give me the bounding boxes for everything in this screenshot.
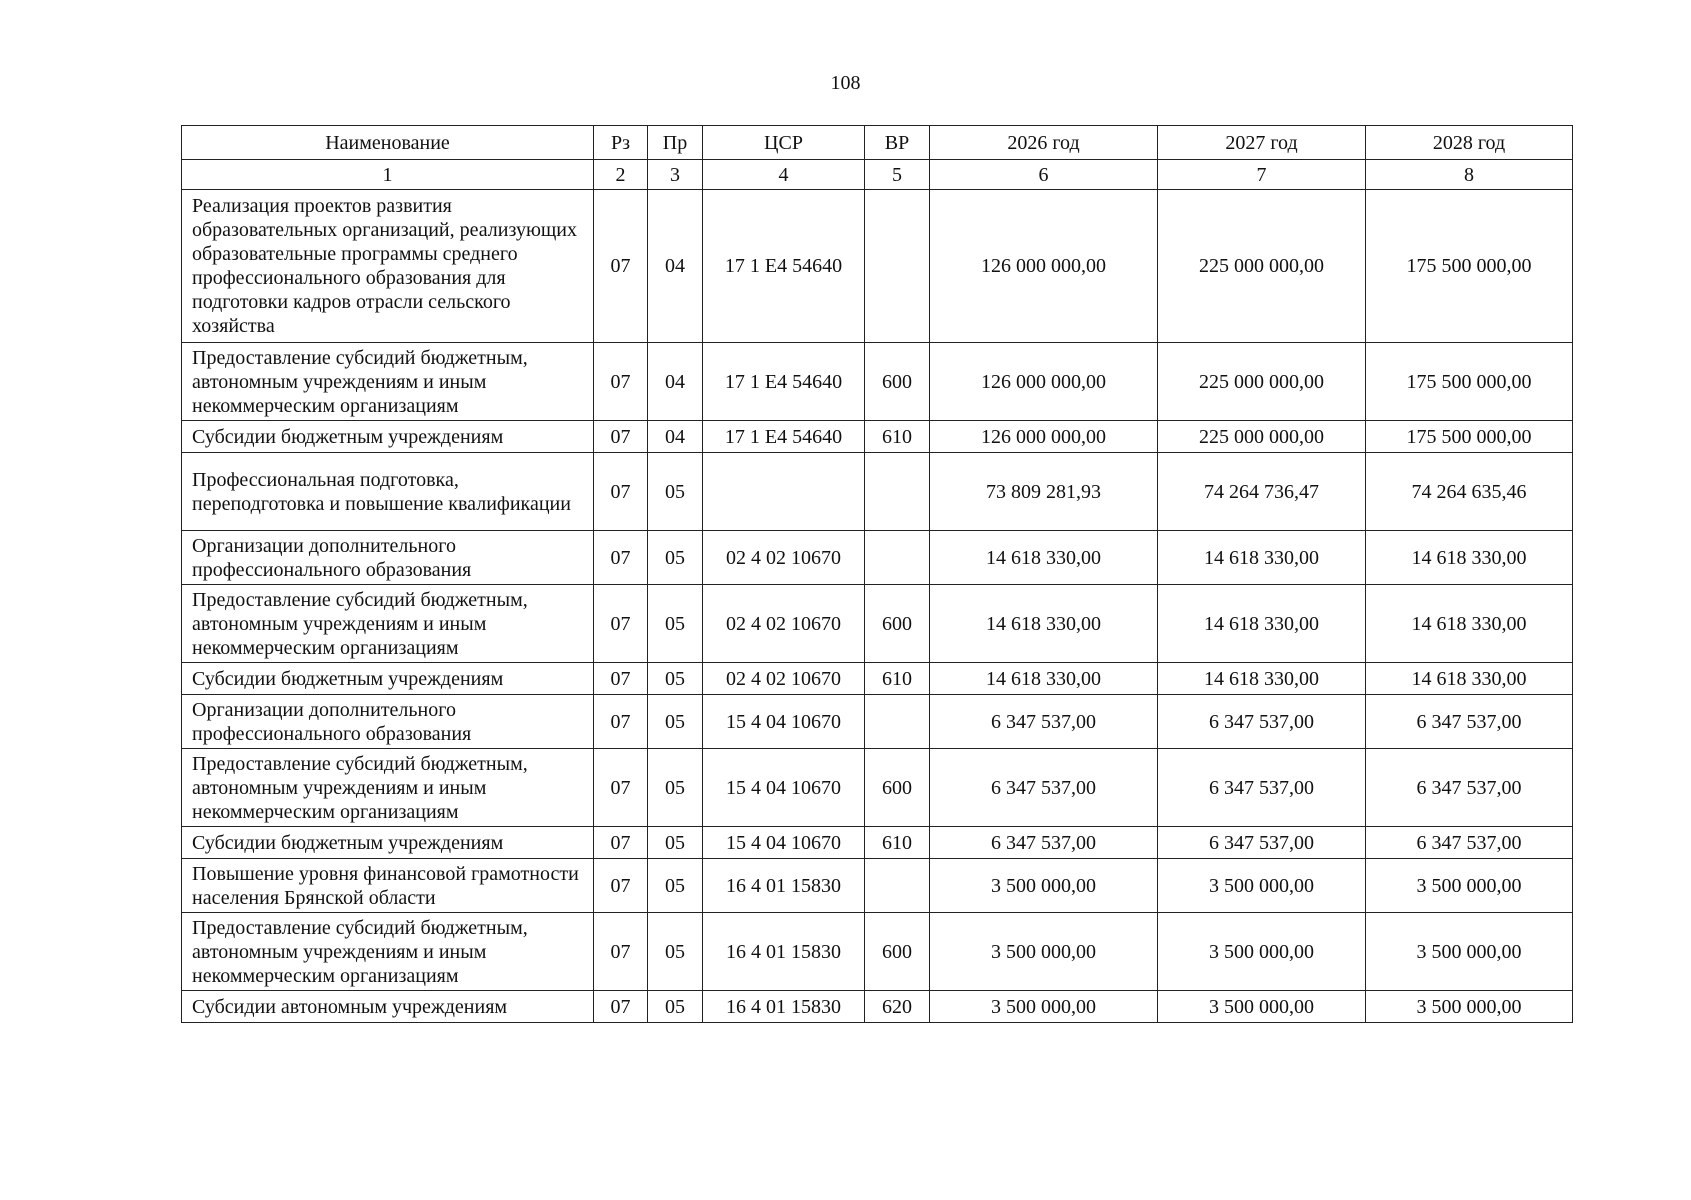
row-rz: 07 bbox=[594, 190, 648, 343]
row-rz: 07 bbox=[594, 749, 648, 827]
row-pr: 05 bbox=[648, 991, 703, 1023]
row-vr bbox=[865, 453, 930, 531]
budget-table bbox=[181, 125, 1573, 1023]
col-number-pr: 3 bbox=[648, 160, 703, 190]
row-rz: 07 bbox=[594, 453, 648, 531]
row-csr: 16 4 01 15830 bbox=[703, 859, 865, 913]
row-2028: 3 500 000,00 bbox=[1366, 991, 1573, 1023]
row-pr: 05 bbox=[648, 531, 703, 585]
row-2027: 14 618 330,00 bbox=[1158, 531, 1366, 585]
row-rz: 07 bbox=[594, 421, 648, 453]
header-pr: Пр bbox=[648, 126, 703, 160]
row-csr: 17 1 Е4 54640 bbox=[703, 343, 865, 421]
row-2028: 6 347 537,00 bbox=[1366, 695, 1573, 749]
header-2027: 2027 год bbox=[1158, 126, 1366, 160]
row-2028: 175 500 000,00 bbox=[1366, 190, 1573, 343]
row-2026: 6 347 537,00 bbox=[930, 695, 1158, 749]
page-number: 108 bbox=[830, 72, 861, 94]
row-pr: 04 bbox=[648, 190, 703, 343]
row-csr: 02 4 02 10670 bbox=[703, 663, 865, 695]
row-2028: 74 264 635,46 bbox=[1366, 453, 1573, 531]
row-vr bbox=[865, 531, 930, 585]
row-rz: 07 bbox=[594, 827, 648, 859]
row-2027: 6 347 537,00 bbox=[1158, 749, 1366, 827]
column-number-row bbox=[182, 160, 1573, 190]
row-vr bbox=[865, 190, 930, 343]
table-row bbox=[182, 827, 1573, 859]
row-vr: 610 bbox=[865, 663, 930, 695]
row-2027: 3 500 000,00 bbox=[1158, 913, 1366, 991]
row-2027: 14 618 330,00 bbox=[1158, 663, 1366, 695]
header-rz: Рз bbox=[594, 126, 648, 160]
row-2027: 3 500 000,00 bbox=[1158, 859, 1366, 913]
row-csr: 02 4 02 10670 bbox=[703, 585, 865, 663]
row-rz: 07 bbox=[594, 913, 648, 991]
row-rz: 07 bbox=[594, 531, 648, 585]
row-2028: 14 618 330,00 bbox=[1366, 531, 1573, 585]
row-2026: 73 809 281,93 bbox=[930, 453, 1158, 531]
row-2026: 126 000 000,00 bbox=[930, 190, 1158, 343]
row-name: Повышение уровня финансовой грамотности населения Брянской области bbox=[182, 859, 594, 913]
table-row bbox=[182, 190, 1573, 343]
row-name: Организации дополнительного профессионального образования bbox=[182, 695, 594, 749]
row-vr: 600 bbox=[865, 749, 930, 827]
col-number-name: 1 bbox=[182, 160, 594, 190]
row-2027: 6 347 537,00 bbox=[1158, 695, 1366, 749]
row-2028: 14 618 330,00 bbox=[1366, 663, 1573, 695]
row-2028: 6 347 537,00 bbox=[1366, 827, 1573, 859]
col-number-2028: 8 bbox=[1366, 160, 1573, 190]
header-row bbox=[182, 126, 1573, 160]
row-vr bbox=[865, 695, 930, 749]
table-row bbox=[182, 695, 1573, 749]
row-rz: 07 bbox=[594, 585, 648, 663]
row-rz: 07 bbox=[594, 695, 648, 749]
row-vr: 620 bbox=[865, 991, 930, 1023]
row-name: Предоставление субсидий бюджетным, автономным учреждениям и иным некоммерческим организациям bbox=[182, 913, 594, 991]
row-2027: 225 000 000,00 bbox=[1158, 343, 1366, 421]
row-csr: 15 4 04 10670 bbox=[703, 749, 865, 827]
row-csr: 15 4 04 10670 bbox=[703, 695, 865, 749]
col-number-2026: 6 bbox=[930, 160, 1158, 190]
header-2028: 2028 год bbox=[1366, 126, 1573, 160]
row-vr: 600 bbox=[865, 913, 930, 991]
row-rz: 07 bbox=[594, 663, 648, 695]
row-csr: 17 1 Е4 54640 bbox=[703, 421, 865, 453]
row-2026: 14 618 330,00 bbox=[930, 531, 1158, 585]
row-2027: 225 000 000,00 bbox=[1158, 421, 1366, 453]
row-csr: 15 4 04 10670 bbox=[703, 827, 865, 859]
row-pr: 05 bbox=[648, 913, 703, 991]
row-2028: 175 500 000,00 bbox=[1366, 343, 1573, 421]
col-number-vr: 5 bbox=[865, 160, 930, 190]
table-row bbox=[182, 991, 1573, 1023]
table-row bbox=[182, 585, 1573, 663]
row-pr: 04 bbox=[648, 421, 703, 453]
row-pr: 05 bbox=[648, 827, 703, 859]
row-2028: 14 618 330,00 bbox=[1366, 585, 1573, 663]
row-pr: 05 bbox=[648, 663, 703, 695]
row-name: Субсидии бюджетным учреждениям bbox=[182, 663, 594, 695]
row-2026: 3 500 000,00 bbox=[930, 991, 1158, 1023]
col-number-2027: 7 bbox=[1158, 160, 1366, 190]
row-pr: 05 bbox=[648, 749, 703, 827]
row-name: Профессиональная подготовка, переподготовка и повышение квалификации bbox=[182, 453, 594, 531]
row-rz: 07 bbox=[594, 859, 648, 913]
row-csr: 16 4 01 15830 bbox=[703, 991, 865, 1023]
row-pr: 05 bbox=[648, 585, 703, 663]
header-name: Наименование bbox=[182, 126, 594, 160]
table-row bbox=[182, 663, 1573, 695]
table-row bbox=[182, 531, 1573, 585]
row-rz: 07 bbox=[594, 991, 648, 1023]
row-vr: 610 bbox=[865, 421, 930, 453]
row-pr: 05 bbox=[648, 453, 703, 531]
row-2027: 74 264 736,47 bbox=[1158, 453, 1366, 531]
row-csr bbox=[703, 453, 865, 531]
row-name: Организации дополнительного профессионального образования bbox=[182, 531, 594, 585]
row-2026: 126 000 000,00 bbox=[930, 421, 1158, 453]
row-2026: 3 500 000,00 bbox=[930, 913, 1158, 991]
row-2026: 6 347 537,00 bbox=[930, 827, 1158, 859]
row-name: Субсидии автономным учреждениям bbox=[182, 991, 594, 1023]
row-vr: 600 bbox=[865, 585, 930, 663]
row-csr: 16 4 01 15830 bbox=[703, 913, 865, 991]
row-2027: 3 500 000,00 bbox=[1158, 991, 1366, 1023]
col-number-csr: 4 bbox=[703, 160, 865, 190]
table-row bbox=[182, 453, 1573, 531]
row-rz: 07 bbox=[594, 343, 648, 421]
row-vr: 600 bbox=[865, 343, 930, 421]
row-name: Предоставление субсидий бюджетным, автономным учреждениям и иным некоммерческим организациям bbox=[182, 749, 594, 827]
row-pr: 05 bbox=[648, 695, 703, 749]
row-2028: 6 347 537,00 bbox=[1366, 749, 1573, 827]
row-csr: 17 1 Е4 54640 bbox=[703, 190, 865, 343]
row-2026: 126 000 000,00 bbox=[930, 343, 1158, 421]
row-pr: 04 bbox=[648, 343, 703, 421]
row-name: Субсидии бюджетным учреждениям bbox=[182, 421, 594, 453]
table-row bbox=[182, 859, 1573, 913]
col-number-rz: 2 bbox=[594, 160, 648, 190]
row-2028: 3 500 000,00 bbox=[1366, 859, 1573, 913]
row-2028: 175 500 000,00 bbox=[1366, 421, 1573, 453]
row-2026: 14 618 330,00 bbox=[930, 585, 1158, 663]
row-2026: 14 618 330,00 bbox=[930, 663, 1158, 695]
table-row bbox=[182, 343, 1573, 421]
table-row bbox=[182, 749, 1573, 827]
row-csr: 02 4 02 10670 bbox=[703, 531, 865, 585]
row-2027: 6 347 537,00 bbox=[1158, 827, 1366, 859]
row-2026: 6 347 537,00 bbox=[930, 749, 1158, 827]
row-name: Реализация проектов развития образовательных организаций, реализующих образовательные программы среднего профессионального образования для подготовки кадров отрасли сельского хозяйства bbox=[182, 190, 594, 343]
header-2026: 2026 год bbox=[930, 126, 1158, 160]
header-csr: ЦСР bbox=[703, 126, 865, 160]
row-name: Предоставление субсидий бюджетным, автономным учреждениям и иным некоммерческим организациям bbox=[182, 343, 594, 421]
row-pr: 05 bbox=[648, 859, 703, 913]
row-2026: 3 500 000,00 bbox=[930, 859, 1158, 913]
table-row bbox=[182, 913, 1573, 991]
row-2028: 3 500 000,00 bbox=[1366, 913, 1573, 991]
row-2027: 14 618 330,00 bbox=[1158, 585, 1366, 663]
row-vr: 610 bbox=[865, 827, 930, 859]
row-name: Субсидии бюджетным учреждениям bbox=[182, 827, 594, 859]
row-name: Предоставление субсидий бюджетным, автономным учреждениям и иным некоммерческим организациям bbox=[182, 585, 594, 663]
row-vr bbox=[865, 859, 930, 913]
header-vr: ВР bbox=[865, 126, 930, 160]
row-2027: 225 000 000,00 bbox=[1158, 190, 1366, 343]
table-row bbox=[182, 421, 1573, 453]
